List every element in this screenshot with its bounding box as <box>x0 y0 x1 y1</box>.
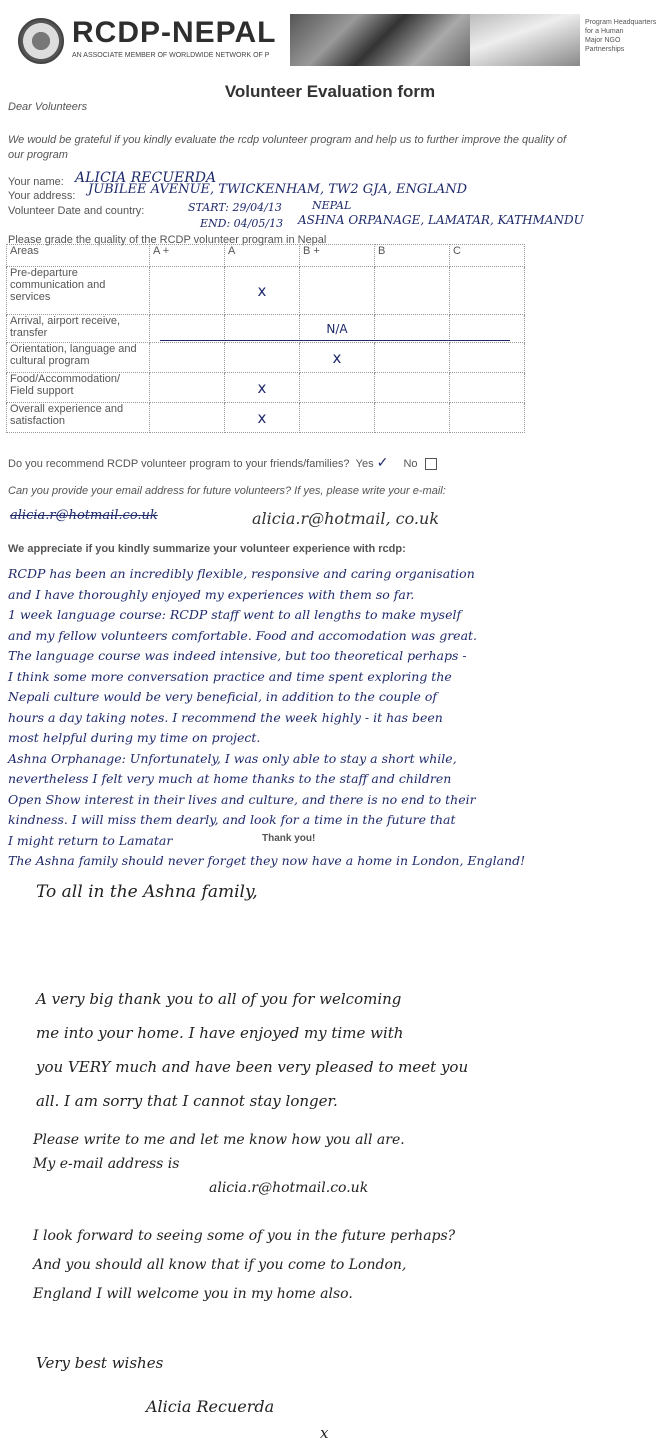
grade-cell[interactable]: x <box>225 267 300 315</box>
no-label: No <box>403 458 418 470</box>
email-question: Can you provide your email address for future volunteers? If yes, please write your e-mail: <box>8 485 446 497</box>
recommend-question: Do you recommend RCDP volunteer program to your friends/families? <box>8 458 350 470</box>
grade-cell[interactable] <box>150 267 225 315</box>
recommend-row <box>8 455 437 471</box>
grade-cell[interactable] <box>450 373 525 403</box>
summary-line: Open Show interest in their lives and culture, and there is no end to their <box>8 791 476 807</box>
grade-cell[interactable] <box>150 343 225 373</box>
summary-line: and I have thoroughly enjoyed my experiences with them so far. <box>8 586 415 602</box>
grade-cell[interactable]: x <box>300 343 375 373</box>
letter-line: And you should all know that if you come to London, <box>33 1257 407 1273</box>
column-header: Areas <box>7 245 150 267</box>
summary-line: Nepali culture would be very beneficial, in addition to the couple of <box>8 689 438 704</box>
email-value: alicia.r@hotmail, co.uk <box>252 509 440 528</box>
start-date: START: 29/04/13 <box>188 201 282 214</box>
area-label: Food/Accommodation/ Field support <box>7 373 150 403</box>
letter-line: I look forward to seeing some of you in the future perhaps? <box>33 1228 456 1244</box>
letter-salutation: To all in the Ashna family, <box>36 882 258 902</box>
email-crossed-out: alicia.r@hotmail.co.uk <box>10 508 158 523</box>
grade-cell[interactable] <box>150 315 225 343</box>
letter-line: Please write to me and let me know how you all are. <box>33 1132 405 1148</box>
name-label: Your name: <box>8 176 64 188</box>
column-header: C <box>450 245 525 267</box>
letter-line: me into your home. I have enjoyed my time with <box>36 1024 404 1042</box>
org-name: RCDP-NEPAL <box>72 16 277 49</box>
signature-mark: x <box>320 1424 329 1442</box>
logo-seal-icon <box>18 18 64 64</box>
country-value: NEPAL <box>312 199 352 212</box>
grade-cell[interactable] <box>150 373 225 403</box>
letter-email: alicia.r@hotmail.co.uk <box>209 1180 369 1196</box>
grade-cell[interactable]: x <box>225 373 300 403</box>
yes-checkmark-icon[interactable]: ✓ <box>376 455 389 471</box>
letter-body-3 <box>33 1222 653 1309</box>
summary-line: RCDP has been an incredibly flexible, responsive and caring organisation <box>8 566 475 581</box>
na-strike-line <box>160 340 510 341</box>
table-row <box>7 315 525 343</box>
column-header: B <box>375 245 450 267</box>
letter-body-1 <box>36 982 636 1118</box>
summary-line: and my fellow volunteers comfortable. Food and accomodation was great. <box>8 627 478 643</box>
grade-cell[interactable] <box>450 315 525 343</box>
grade-cell[interactable] <box>375 373 450 403</box>
summary-text <box>8 564 658 872</box>
grade-table <box>6 244 525 433</box>
grade-cell[interactable] <box>375 403 450 433</box>
letter-line: A very big thank you to all of you for welcoming <box>36 990 402 1008</box>
grade-cell[interactable] <box>375 267 450 315</box>
grade-cell[interactable] <box>225 315 300 343</box>
table-header-row <box>7 245 525 267</box>
grade-cell[interactable] <box>450 267 525 315</box>
column-header: A <box>225 245 300 267</box>
placement-value: ASHNA ORPANAGE, LAMATAR, KATHMANDU <box>298 213 584 227</box>
letter-line: England I will welcome you in my home also. <box>33 1286 353 1302</box>
table-row <box>7 403 525 433</box>
address-label: Your address: <box>8 190 76 202</box>
grade-cell-na[interactable]: N/A <box>300 315 375 343</box>
grade-prompt: Please grade the quality of the RCDP volunteer program in Nepal <box>8 234 327 246</box>
summary-line: most helpful during my time on project. <box>8 730 261 745</box>
org-tagline: AN ASSOCIATE MEMBER OF WORLDWIDE NETWORK OF P <box>72 52 270 59</box>
table-row <box>7 267 525 315</box>
grade-cell[interactable] <box>375 343 450 373</box>
header-side-text: Program Headquarters for a Human Major NGO Partnerships <box>585 19 657 53</box>
letter-closing: Very best wishes <box>36 1354 164 1372</box>
letter-line: all. I am sorry that I cannot stay longer. <box>36 1092 338 1110</box>
address-value: JUBILEE AVENUE, TWICKENHAM, TW2 GJA, ENGLAND <box>88 182 468 197</box>
yes-label: Yes <box>355 458 374 470</box>
grade-cell[interactable] <box>375 315 450 343</box>
area-label: Pre-departure communication and services <box>7 267 150 315</box>
column-header: A + <box>150 245 225 267</box>
summary-line: nevertheless I felt very much at home thanks to the staff and children <box>8 771 452 786</box>
area-label: Orientation, language and cultural program <box>7 343 150 373</box>
grade-cell[interactable] <box>450 403 525 433</box>
grade-cell[interactable] <box>300 403 375 433</box>
table-row <box>7 343 525 373</box>
date-country-label: Volunteer Date and country: <box>8 205 145 217</box>
form-title: Volunteer Evaluation form <box>224 82 436 101</box>
thank-you-note: Thank you! <box>262 833 316 844</box>
letter-signature: Alicia Recuerda <box>146 1397 275 1416</box>
grade-cell[interactable] <box>450 343 525 373</box>
summary-line: kindness. I will miss them dearly, and look for a time in the future that <box>8 812 456 827</box>
summary-line: Ashna Orphanage: Unfortunately, I was only able to stay a short while, <box>8 750 457 766</box>
header-photo <box>290 14 470 66</box>
no-checkbox[interactable] <box>425 458 437 470</box>
area-label: Arrival, airport receive, transfer <box>7 315 150 343</box>
header-photo-right <box>470 14 580 66</box>
letter-line: My e-mail address is <box>33 1156 180 1172</box>
intro-text: We would be grateful if you kindly evaluate the rcdp volunteer program and help us to further improve the quality of our program <box>8 134 567 161</box>
letter-line: you VERY much and have been very pleased to meet you <box>36 1058 469 1076</box>
end-date: END: 04/05/13 <box>200 217 284 230</box>
area-label: Overall experience and satisfaction <box>7 403 150 433</box>
grade-cell[interactable] <box>300 373 375 403</box>
grade-cell[interactable] <box>150 403 225 433</box>
summary-line: The language course was indeed intensive, but too theoretical perhaps - <box>8 648 467 663</box>
summary-line: hours a day taking notes. I recommend the week highly - it has been <box>8 709 443 725</box>
summary-line: I think some more conversation practice and time spent exploring the <box>8 668 452 684</box>
grade-cell[interactable] <box>225 343 300 373</box>
summary-line: I might return to Lamatar <box>8 832 173 848</box>
summary-prompt: We appreciate if you kindly summarize your volunteer experience with rcdp: <box>8 543 406 555</box>
column-header: B + <box>300 245 375 267</box>
grade-cell[interactable]: x <box>225 403 300 433</box>
name-value: ALICIA RECUERDA <box>75 170 217 186</box>
table-row <box>7 373 525 403</box>
summary-line: 1 week language course: RCDP staff went to all lengths to make myself <box>8 607 462 622</box>
grade-cell[interactable] <box>300 267 375 315</box>
greeting: Dear Volunteers <box>8 101 88 113</box>
header <box>0 0 660 75</box>
summary-line: The Ashna family should never forget they now have a home in London, England! <box>8 853 526 868</box>
letter-body-2 <box>33 1128 633 1200</box>
